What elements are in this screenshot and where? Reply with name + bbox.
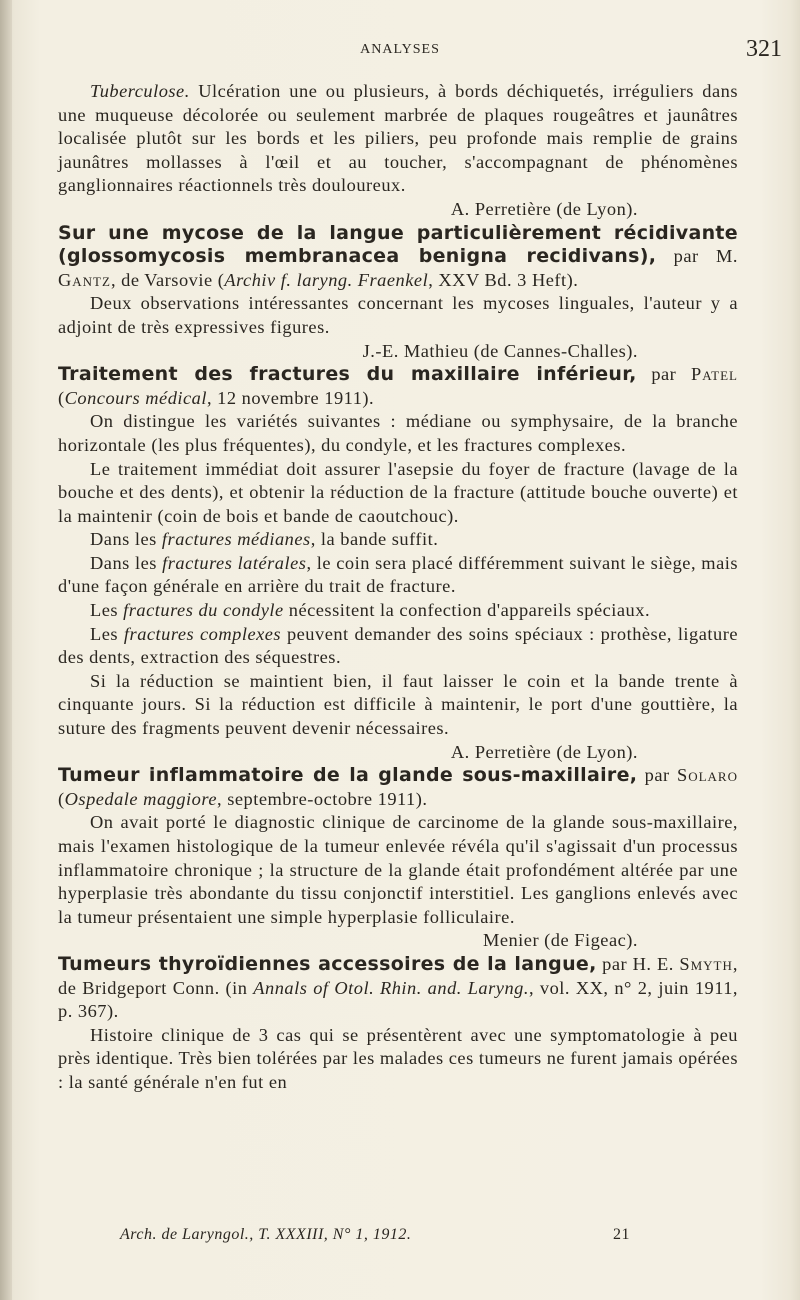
abstract-signature: J.-E. Mathieu (de Cannes-Challes). bbox=[362, 340, 638, 361]
abstract-signature: A. Perretière (de Lyon). bbox=[450, 198, 638, 219]
abstract-paragraph: Le traitement immédiat doit assurer l'asepsie du foyer de fracture (lavage de la bouche et des dents), et obtenir la réduction de la fracture (attitude bouche ouverte) et la maintenir (coin de bois et bande de caoutchouc). bbox=[58, 458, 738, 526]
running-title: ANALYSES bbox=[360, 42, 440, 57]
abstract-paragraph: Dans les fractures latérales, le coin sera placé différemment suivant le siège, mais d'une façon générale en arrière du trait de fracture. bbox=[58, 552, 738, 597]
running-foot-citation: Arch. de Laryngol., T. XXXIII, N° 1, 1912. bbox=[120, 1226, 412, 1243]
abstract-paragraph: Tuberculose. Ulcération une ou plusieurs, à bords déchiquetés, irréguliers dans une muqueuse décolorée ou seulement marbrée de plaques rougeâtres et jaunâtres localisée plutôt sur les bords et les piliers, peu profonde mais remplie de grains jaunâtres mollasses à l'œil et au toucher, s'accompagnant de phénomènes ganglionnaires réactionnels très douloureux. bbox=[58, 81, 738, 196]
abstract-paragraph: On distingue les variétés suivantes : médiane ou symphysaire, de la branche horizontale (les plus fréquentes), du condyle, et les fractures complexes. bbox=[58, 411, 738, 455]
abstract-paragraph: Deux observations intéressantes concernant les mycoses linguales, l'auteur y a adjoint de très expressives figures. bbox=[58, 293, 738, 337]
abstract-paragraph: Histoire clinique de 3 cas qui se présentèrent avec une symptomatologie à peu près identique. Très bien tolérées par les malades ces tumeurs ne furent jamais opérées : la santé générale n'en fut en bbox=[58, 1024, 738, 1092]
abstract-heading: Sur une mycose de la langue particulièrement récidivante (glossomycosis membranacea benigna recidivans), par M. Gantz, de Varsovie (Archiv f. laryng. Fraenkel, XXV Bd. 3 Heft). bbox=[58, 221, 738, 290]
signature-mark: 21 bbox=[613, 1226, 630, 1243]
journal-title: Concours médical bbox=[64, 387, 207, 408]
abstract-paragraph: Les fractures du condyle nécessitent la confection d'appareils spéciaux. bbox=[90, 600, 651, 621]
abstract-title: Tumeurs thyroïdiennes accessoires de la langue, bbox=[58, 952, 597, 975]
page-edge-shadow bbox=[0, 0, 12, 1300]
abstract-signature: Menier (de Figeac). bbox=[482, 930, 638, 951]
abstract-title: Traitement des fractures du maxillaire inférieur, bbox=[58, 363, 637, 386]
abstract-paragraph: Dans les fractures médianes, la bande suffit. bbox=[90, 529, 439, 550]
abstract-signature: A. Perretière (de Lyon). bbox=[450, 741, 638, 762]
running-foot bbox=[120, 1226, 630, 1244]
abstract-title: Sur une mycose de la langue particulièrement récidivante (glossomycosis membranacea benigna recidivans), bbox=[58, 221, 738, 268]
abstract-title: Tumeur inflammatoire de la glande sous-maxillaire, bbox=[58, 764, 638, 787]
page-number: 321 bbox=[746, 36, 782, 62]
author-name: Patel bbox=[691, 364, 738, 385]
journal-title: Annals of Otol. Rhin. and. Laryng. bbox=[253, 977, 529, 998]
article-body bbox=[58, 80, 738, 1095]
italic-term: Tuberculose. bbox=[90, 81, 190, 101]
author-name: Smyth bbox=[679, 953, 733, 974]
abstract-heading: Traitement des fractures du maxillaire inférieur, par Patel (Concours médical, 12 novembre 1911). bbox=[58, 363, 738, 408]
abstract-paragraph: On avait porté le diagnostic clinique de carcinome de la glande sous-maxillaire, mais l'examen histologique de la tumeur enlevée révéla qu'il s'agissait d'un processus inflammatoire chronique ; la structure de la glande était profondément altérée par une hyperplasie très abondante du tissu conjonctif interstitiel. Les ganglions enlevés avec la tumeur présentaient une simple hyperplasie folliculaire. bbox=[58, 812, 738, 927]
journal-title: Ospedale maggiore bbox=[64, 788, 217, 809]
abstract-heading: Tumeurs thyroïdiennes accessoires de la langue, par H. E. Smyth, de Bridgeport Conn. (in Annals of Otol. Rhin. and. Laryng., vol. XX, n° 2, juin 1911, p. 367). bbox=[58, 952, 739, 1022]
journal-title: Archiv f. laryng. Fraenkel bbox=[224, 269, 429, 290]
author-name: Gantz bbox=[58, 269, 111, 290]
abstract-heading: Tumeur inflammatoire de la glande sous-maxillaire, par Solaro (Ospedale maggiore, septembre-octobre 1911). bbox=[58, 764, 738, 809]
abstract-paragraph: Les fractures complexes peuvent demander des soins spéciaux : prothèse, ligature des dents, extraction des séquestres. bbox=[58, 623, 738, 668]
abstract-paragraph: Si la réduction se maintient bien, il faut laisser le coin et la bande trente à cinquante jours. Si la réduction est difficile à maintenir, le port d'une gouttière, la suture des fragments peuvent devenir nécessaires. bbox=[58, 670, 738, 739]
author-name: Solaro bbox=[676, 765, 738, 786]
